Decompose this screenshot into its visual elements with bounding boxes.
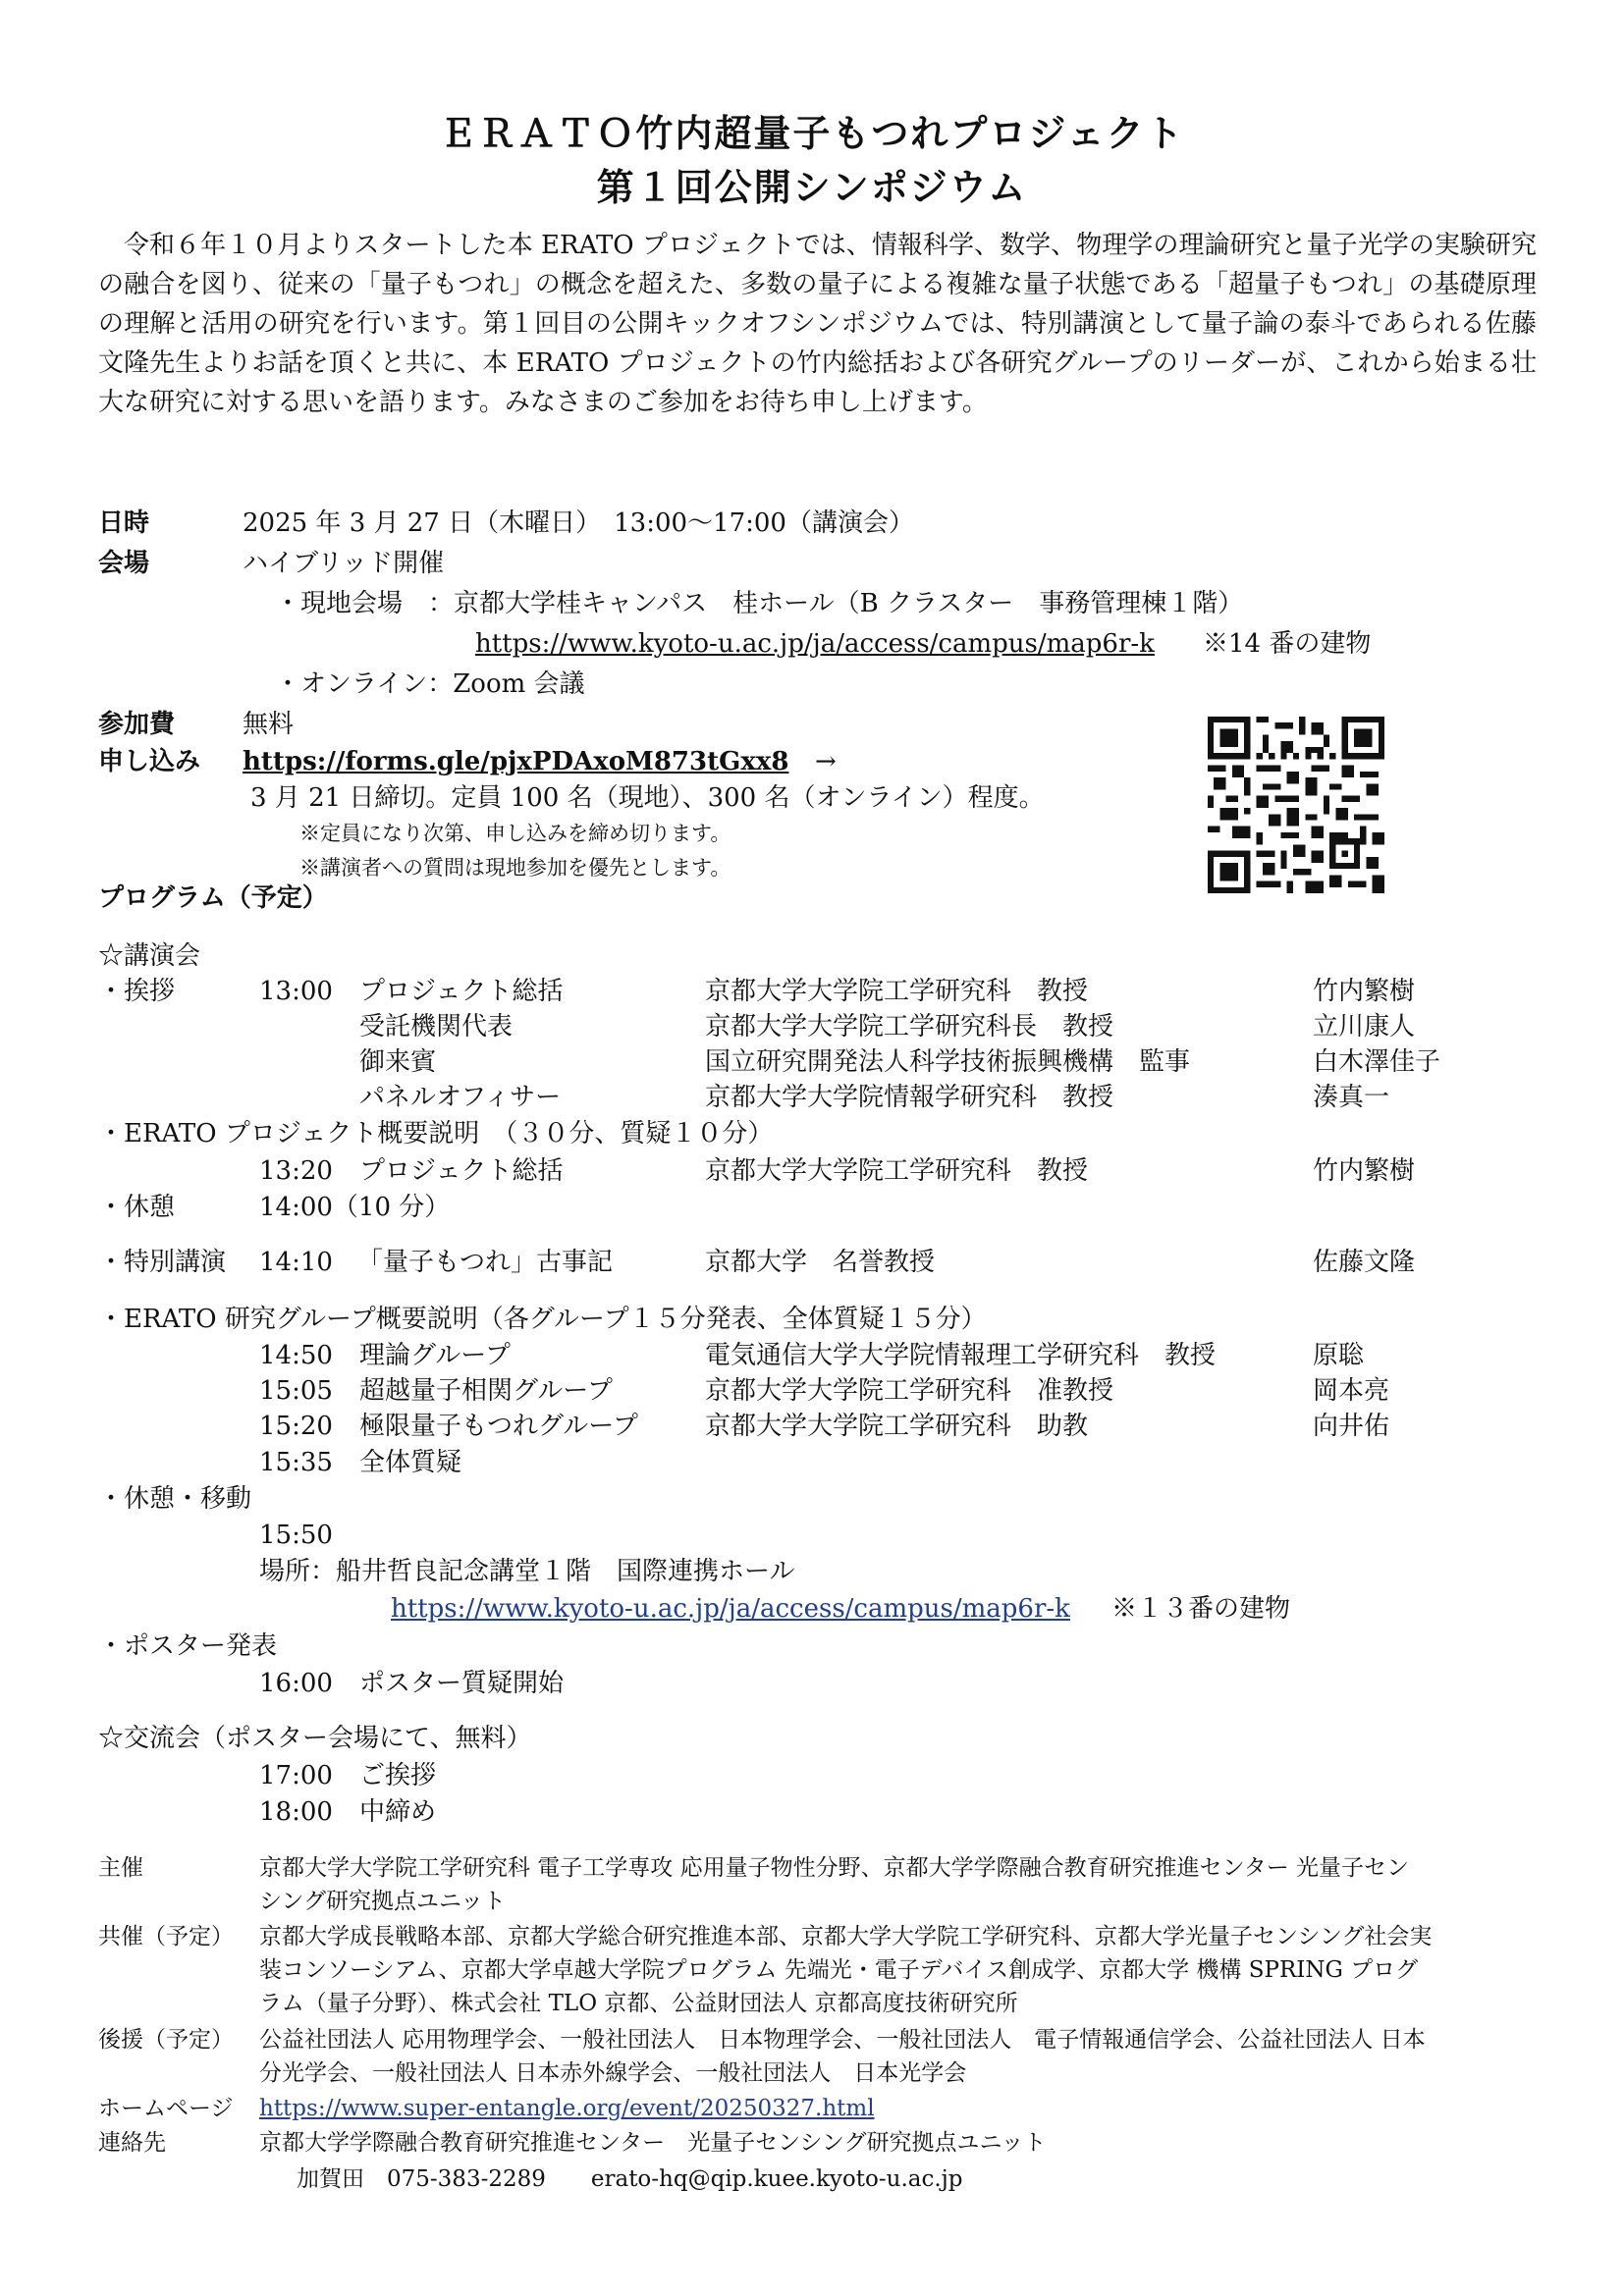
move-place: 場所：船井哲良記念講堂１階 国際連携ホール: [259, 1557, 795, 1586]
cohost-line: 京都大学成長戦略本部、京都大学総合研究推進本部、京都大学大学院工学研究科、京都大学光量子センシング社会実: [259, 1924, 1433, 1949]
onsite-map-link[interactable]: https://www.kyoto-u.ac.jp/ja/access/campus/map6r-k: [475, 629, 1155, 659]
move-map-link[interactable]: https://www.kyoto-u.ac.jp/ja/access/campus/map6r-k: [391, 1594, 1070, 1624]
greeting-role: 御来賓: [359, 1047, 437, 1077]
date-label: 日時: [98, 508, 150, 538]
title-line-1: ＥＲＡＴＯ竹内超量子もつれプロジェクト: [439, 111, 1185, 155]
reception-time: 18:00: [259, 1797, 333, 1827]
host-line: シング研究拠点ユニット: [259, 1889, 507, 1914]
greeting-org: 国立研究開発法人科学技術振興機構 監事: [705, 1047, 1191, 1077]
apply-form-link[interactable]: https://forms.gle/pjxPDAxoM873tGxx8: [243, 747, 789, 776]
qa-time: 15:35: [259, 1448, 333, 1477]
onsite-venue: ・現地会場 ：京都大学桂キャンパス 桂ホール（B クラスター 事務管理棟１階）: [275, 589, 1244, 618]
overview-org: 京都大学大学院工学研究科 教授: [705, 1156, 1089, 1186]
greeting-time: 13:00: [259, 977, 333, 1006]
note-capacity: ※定員になり次第、申し込みを締め切ります。: [299, 822, 731, 845]
date-value: 2025 年 3 月 27 日（木曜日） 13:00～17:00（講演会）: [243, 508, 914, 538]
greeting-org: 京都大学大学院情報学研究科 教授: [705, 1083, 1114, 1112]
overview-name: 竹内繁樹: [1313, 1156, 1416, 1186]
group-name: 原聡: [1313, 1341, 1365, 1370]
group-title: 極限量子もつれグループ: [359, 1412, 638, 1441]
overview-role: プロジェクト総括: [359, 1156, 564, 1186]
homepage-label: ホームページ: [98, 2096, 234, 2121]
break-label: ・休憩: [98, 1193, 176, 1222]
greeting-org: 京都大学大学院工学研究科 教授: [705, 977, 1089, 1006]
group-title: 超越量子相関グループ: [359, 1376, 613, 1406]
group-time: 15:20: [259, 1412, 333, 1441]
group-org: 京都大学大学院工学研究科 助教: [705, 1412, 1089, 1441]
deadline-text: 3 月 21 日締切。定員 100 名（現地）、300 名（オンライン）程度。: [250, 783, 1045, 813]
group-name: 向井佑: [1313, 1412, 1390, 1441]
greeting-org: 京都大学大学院工学研究科長 教授: [705, 1012, 1114, 1041]
lecture-heading: ☆講演会: [98, 941, 201, 971]
group-name: 岡本亮: [1313, 1376, 1390, 1406]
poster-label: ・ポスター発表: [98, 1631, 278, 1661]
reception-title: 中締め: [359, 1797, 437, 1827]
overview-label: ・ERATO プロジェクト概要説明 （３０分、質疑１０分）: [98, 1119, 774, 1148]
note-questions: ※講演者への質問は現地参加を優先とします。: [299, 856, 731, 880]
move-label: ・休憩・移動: [98, 1484, 252, 1514]
reception-time: 17:00: [259, 1761, 333, 1790]
cohost-label: 共催（予定）: [98, 1924, 234, 1949]
overview-time: 13:20: [259, 1156, 333, 1186]
contact-label: 連絡先: [98, 2130, 166, 2156]
online-venue: ・オンライン：Zoom 会議: [275, 669, 585, 699]
greeting-name: 竹内繁樹: [1313, 977, 1416, 1006]
contact-line: 加賀田 075-383-2289 erato-hq@qip.kuee.kyoto-u.ac.jp: [297, 2166, 963, 2192]
cohost-line: ラム（量子分野）、株式会社 TLO 京都、公益財団法人 京都高度技術研究所: [259, 1991, 1018, 2016]
host-line: 京都大学大学院工学研究科 電子工学専攻 応用量子物性分野、京都大学学際融合教育研究推進センター 光量子セン: [259, 1855, 1410, 1881]
arrow-icon: →: [815, 747, 837, 776]
venue-label: 会場: [98, 549, 150, 578]
greeting-name: 白木澤佳子: [1313, 1047, 1441, 1077]
special-title: 「量子もつれ」古事記: [357, 1248, 614, 1277]
break-value: 14:00（10 分）: [259, 1193, 451, 1222]
qa-title: 全体質疑: [359, 1448, 462, 1477]
group-title: 理論グループ: [359, 1341, 511, 1370]
host-label: 主催: [98, 1855, 143, 1881]
move-time: 15:50: [259, 1521, 333, 1550]
venue-value: ハイブリッド開催: [243, 549, 445, 578]
group-org: 京都大学大学院工学研究科 准教授: [705, 1376, 1114, 1406]
program-heading: プログラム（予定）: [98, 883, 328, 913]
group-org: 電気通信大学大学院情報理工学研究科 教授: [705, 1341, 1217, 1370]
group-time: 14:50: [259, 1341, 333, 1370]
greeting-role: パネルオフィサー: [359, 1083, 562, 1112]
reception-heading: ☆交流会（ポスター会場にて、無料）: [98, 1724, 532, 1753]
fee-value: 無料: [243, 710, 295, 739]
support-line: 分光学会、一般社団法人 日本赤外線学会、一般社団法人 日本光学会: [259, 2060, 967, 2086]
groups-label: ・ERATO 研究グループ概要説明（各グループ１５分発表、全体質疑１５分）: [98, 1305, 987, 1334]
greeting-role: 受託機関代表: [359, 1012, 514, 1041]
fee-label: 参加費: [98, 710, 176, 739]
homepage-link[interactable]: https://www.super-entangle.org/event/20250327.html: [259, 2096, 875, 2121]
poster-title: ポスター質疑開始: [359, 1669, 565, 1698]
greeting-label: ・挨拶: [98, 977, 176, 1006]
reception-title: ご挨拶: [359, 1761, 437, 1790]
greeting-role: プロジェクト総括: [359, 977, 564, 1006]
poster-time: 16:00: [259, 1669, 333, 1698]
special-label: ・特別講演: [98, 1248, 227, 1277]
cohost-line: 装コンソーシアム、京都大学卓越大学院プログラム 先端光・電子デバイス創成学、京都大学 機構 SPRING プログ: [259, 1957, 1419, 1983]
greeting-name: 立川康人: [1313, 1012, 1416, 1041]
apply-label: 申し込み: [98, 747, 201, 776]
move-building-note: ※１３番の建物: [1111, 1594, 1291, 1624]
group-time: 15:05: [259, 1376, 333, 1406]
onsite-building-note: ※14 番の建物: [1203, 629, 1372, 659]
contact-line: 京都大学学際融合教育研究推進センター 光量子センシング研究拠点ユニット: [259, 2130, 1047, 2156]
special-time: 14:10: [259, 1248, 333, 1277]
support-line: 公益社団法人 応用物理学会、一般社団法人 日本物理学会、一般社団法人 電子情報通信学会、公益社団法人 日本: [259, 2027, 1426, 2053]
special-name: 佐藤文隆: [1313, 1248, 1416, 1277]
qr-code-icon[interactable]: [1208, 717, 1384, 893]
intro-paragraph: 令和６年１０月よりスタートした本 ERATO プロジェクトでは、情報科学、数学、物理学の理論研究と量子光学の実験研究の融合を図り、従来の「量子もつれ」の概念を超えた、多数の量子による複雑な量子状態である「超量子もつれ」の基礎原理の理解と活用の研究を行います。第１回目の公開キックオフシンポジウムでは、特別講演として量子論の泰斗であられる佐藤文隆先生よりお話を頂くと共に、本 ERATO プロジェクトの竹内総括および各研究グループのリーダーが、これから始まる壮大な研究に対する思いを語ります。みなさまのご参加をお待ち申し上げます。: [98, 231, 1538, 417]
greeting-name: 湊真一: [1313, 1083, 1390, 1112]
title-line-2: 第１回公開シンポジウム: [596, 165, 1028, 209]
special-org: 京都大学 名誉教授: [705, 1248, 936, 1277]
support-label: 後援（予定）: [98, 2027, 234, 2053]
